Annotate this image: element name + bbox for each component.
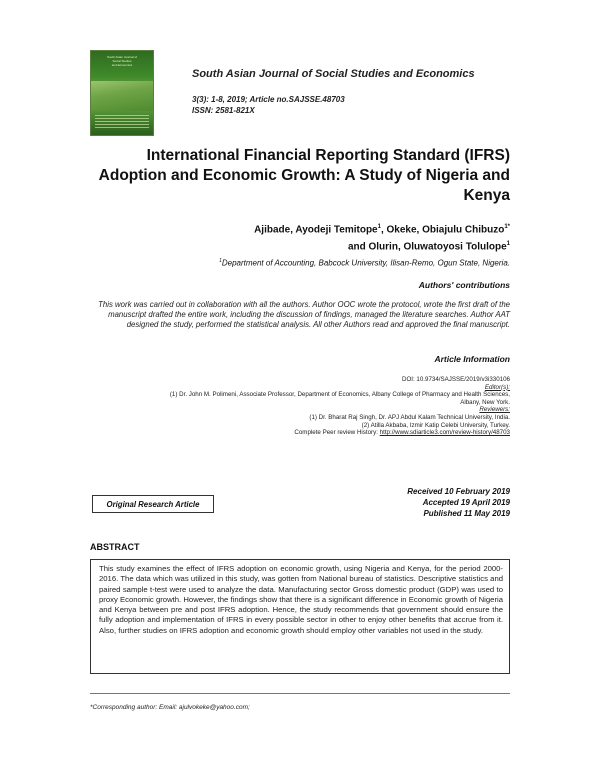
paper-title: International Financial Reporting Standard (IFRS) Adoption and Economic Growth: A Study of Nigeria and Kenya	[98, 147, 510, 204]
editor-1: (1) Dr. John M. Polimeni, Associate Professor, Department of Economics, Albany College of Pharmacy and Health Sciences,	[169, 391, 510, 399]
editor-1-cont: Albany, New York.	[460, 398, 510, 406]
cover-field-image	[91, 81, 153, 111]
corresponding-author-footnote: *Corresponding author: Email: ajulvokeke@yahoo.com;	[90, 704, 250, 711]
peer-review-label: Complete Peer review History:	[294, 429, 380, 437]
peer-review-link[interactable]: http://www.sdiarticle3.com/review-history/48703	[379, 429, 510, 437]
reviewer-2: (2) Atilla Akbaba, Izmir Katip Celebi University, Turkey.	[361, 421, 510, 429]
date-published: Published 11 May 2019	[423, 509, 510, 518]
author-1-sup: 1	[377, 224, 381, 230]
abstract-box	[90, 559, 510, 674]
doi: DOI: 10.9734/SAJSSE/2019/v3i330106	[401, 376, 510, 383]
publication-dates	[330, 486, 510, 519]
author-2-sup: 1*	[504, 224, 510, 230]
peer-review-history	[90, 429, 510, 437]
cover-title: South Asian Journal of Social Studies and Economics	[106, 55, 138, 67]
journal-cover-thumbnail	[90, 50, 154, 136]
article-type-box	[92, 495, 214, 513]
footnote-divider	[90, 693, 510, 694]
journal-citation	[192, 94, 345, 116]
cover-text-band	[95, 115, 149, 129]
reviewers-label: Reviewers:	[479, 406, 510, 414]
citation-line: 3(3): 1-8, 2019; Article no.SAJSSE.48703	[192, 95, 345, 104]
article-info-heading: Article Information	[434, 354, 510, 364]
article-info-block	[90, 376, 510, 437]
author-2: , Okeke, Obiajulu Chibuzo	[380, 224, 505, 236]
author-1: Ajibade, Ayodeji Temitope	[254, 224, 378, 236]
journal-name: South Asian Journal of Social Studies and Economics	[192, 68, 475, 80]
abstract-text: This study examines the effect of IFRS adoption on economic growth, using Nigeria and Kenya, for the period 2000-2016. The data which was utilized in this study, was gotten from National bureau of statistics. Descriptive statistics and paired sample t-test were used to analyze the data. Manufacturing sector Gross domestic product (GDP) was used to proxy Economic growth. However, the findings show that there is a significant difference in Economic growth of Nigeria and Kenya between pre and post IFRS adoption. Hence, the study recommends that government should ensure the fully adoption and implementation of IFRS in every possible sector in other to enjoy other benefits that accrue from it. Also, further studies on IFRS adoption and economic growth should employ other variables not used in the study.	[99, 564, 503, 635]
date-accepted: Accepted 19 April 2019	[422, 498, 510, 507]
issn-line: ISSN: 2581-821X	[192, 106, 255, 115]
abstract-heading: ABSTRACT	[90, 542, 140, 552]
affiliation-sup: 1	[219, 258, 222, 264]
author-list	[150, 220, 510, 255]
date-received: Received 10 February 2019	[407, 487, 510, 496]
editors-label: Editor(s):	[484, 383, 510, 391]
contributions-heading: Authors' contributions	[418, 280, 510, 290]
reviewer-1: (1) Dr. Bharat Raj Singh, Dr. APJ Abdul Kalam Technical University, India.	[309, 413, 510, 421]
contributions-text: This work was carried out in collaboration with all the authors. Author OOC wrote the protocol, wrote the first draft of the manuscript drafted the entire work, including the discussion of findings, managed the literature searches. Author AAT designed the study, performed the statistical analysis. All other Authors read and approved the final manuscript.	[98, 300, 510, 329]
affiliation-text: Department of Accounting, Babcock University, Ilisan-Remo, Ogun State, Nigeria.	[221, 258, 510, 268]
author-3-sup: 1	[506, 241, 510, 248]
author-3: and Olurin, Oluwatoyosi Tolulope	[347, 241, 507, 253]
article-type-label: Original Research Article	[106, 499, 200, 509]
affiliation	[150, 258, 510, 268]
